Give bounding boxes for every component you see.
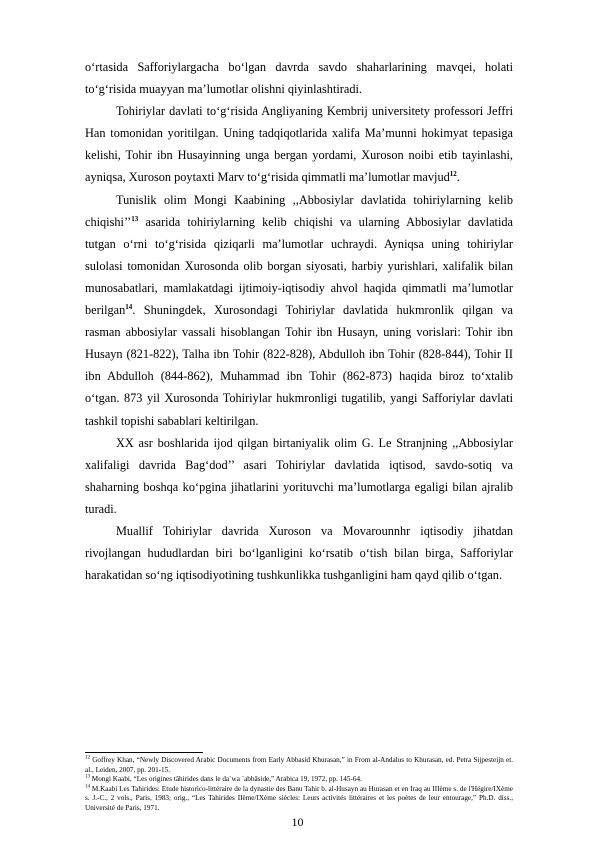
footnote-number: 12 (85, 755, 90, 761)
footnote-ref[interactable]: 13 (131, 214, 139, 223)
footnote: $^{13}$ Mongi Kaabi, “Les origines tâhirides dans le da`wa `abbâside,” Arabica 19, 1972, pp. 145-64. (85, 774, 362, 784)
body-text (85, 56, 513, 586)
footnote: $^{12}$ Goffrey Khan, “Newly Discovered Arabic Documents from Early Abbasid Khurasan,” in From al-Andalus to Khurasan, ed. Petra Sijpesteijn et. al., Leiden, 2007, pp. 201-15. (85, 755, 513, 774)
footnote-separator (85, 752, 203, 753)
footnote-number: 13 (85, 774, 90, 780)
paragraph: Tunislik olim Mongi Kaabining ,,Abbosiylar davlatida tohiriylarning kelib chiqishi’’$^{13}$ asarida tohiriylarning kelib chiqishi va ularning Abbosiylar davlatida tutgan o‘rni to‘g‘risida qiziqarli ma’lumotlar uchraydi. Ayniqsa uning tohiriylar sulolasi tomonidan Xurosonda olib borgan siyosati, harbiy yurishlari, xalifalik bilan munosabatlari, mamlakatdagi ijtimoiy-iqtisodiy ahvol haqida qimmatli ma’lumotlar berilgan$^{14}$. Shuningdek, Xurosondagi Tohiriylar davlatida hukmronlik qilgan va rasman abbosiylar vassali hisoblangan Tohir ibn Husayn, uning vorislari: Tohir ibn Husayn (821-822), Talha ibn Tohir (822-828), Abdulloh ibn Tohir (828-844), Tohir II ibn Abdulloh (844-862), Muhammad ibn Tohir (862-873) haqida biroz to‘xtalib o‘tgan. 873 yil Xurosonda Tohiriylar hukmronligi tugatilib, yangi Safforiylar davlati tashkil topishi sabablari keltirilgan. (85, 192, 513, 428)
footnote-ref[interactable]: 12 (449, 170, 457, 179)
paragraph: Muallif Tohiriylar davrida Xuroson va Movarounnhr iqtisodiy jihatdan rivojlangan hududlardan biri bo‘lganligini ko‘rsatib o‘tish bilan birga, Safforiylar harakatidan so‘ng iqtisodiyotining tushkunlikka tushganligini ham qayd qilib o‘tgan. (85, 523, 513, 583)
footnote: $^{14}$ M.Kaabi Les Tahirides: Etude historico-littéraire de la dynastie des Banu Tahir b. al-Husayn au Hurasan et en Iraq au IIIème s. de l'Hégire/IXème s. J.-C., 2 vols., Paris, 1983; orig., “Les Tahirides IIème/IXème siècles: Leurs activités littéraires et les poètes de leur entourage,” Ph.D. diss., Université de Paris, 1971. (85, 784, 513, 812)
paragraph: o‘rtasida Safforiylargacha bo‘lgan davrda savdo shaharlarining mavqei, holati to‘g‘risida muayyan ma’lumotlar olishni qiyinlashtiradi. (85, 60, 513, 97)
page-number: 10 (291, 815, 304, 829)
footnotes (85, 756, 513, 814)
footnote-number: 14 (85, 784, 90, 790)
footnote-ref[interactable]: 14 (125, 302, 133, 311)
paragraph: Tohiriylar davlati to‘g‘risida Angliyaning Kembrij universitety professori Jeffri Han tomonidan yoritilgan. Uning tadqiqotlarida xalifa Ma’munni hokimyat tepasiga kelishi, Tohir ibn Husayinning unga bergan yordami, Xuroson noibi etib tayinlashi, ayniqsa, Xuroson poytaxti Marv to‘g‘risida qimmatli ma’lumotlar mavjud$^{12}$. (85, 104, 513, 185)
paragraph: XX asr boshlarida ijod qilgan birtaniyalik olim G. Le Stranjning ,,Abbosiylar xalifaligi davrida Bag‘dod’’ asari Tohiriylar davlatida iqtisod, savdo-sotiq va shaharning boshqa ko‘pgina jihatlarini yorituvchi ma’lumotlarga egaligi bilan ajralib turadi. (85, 435, 513, 516)
